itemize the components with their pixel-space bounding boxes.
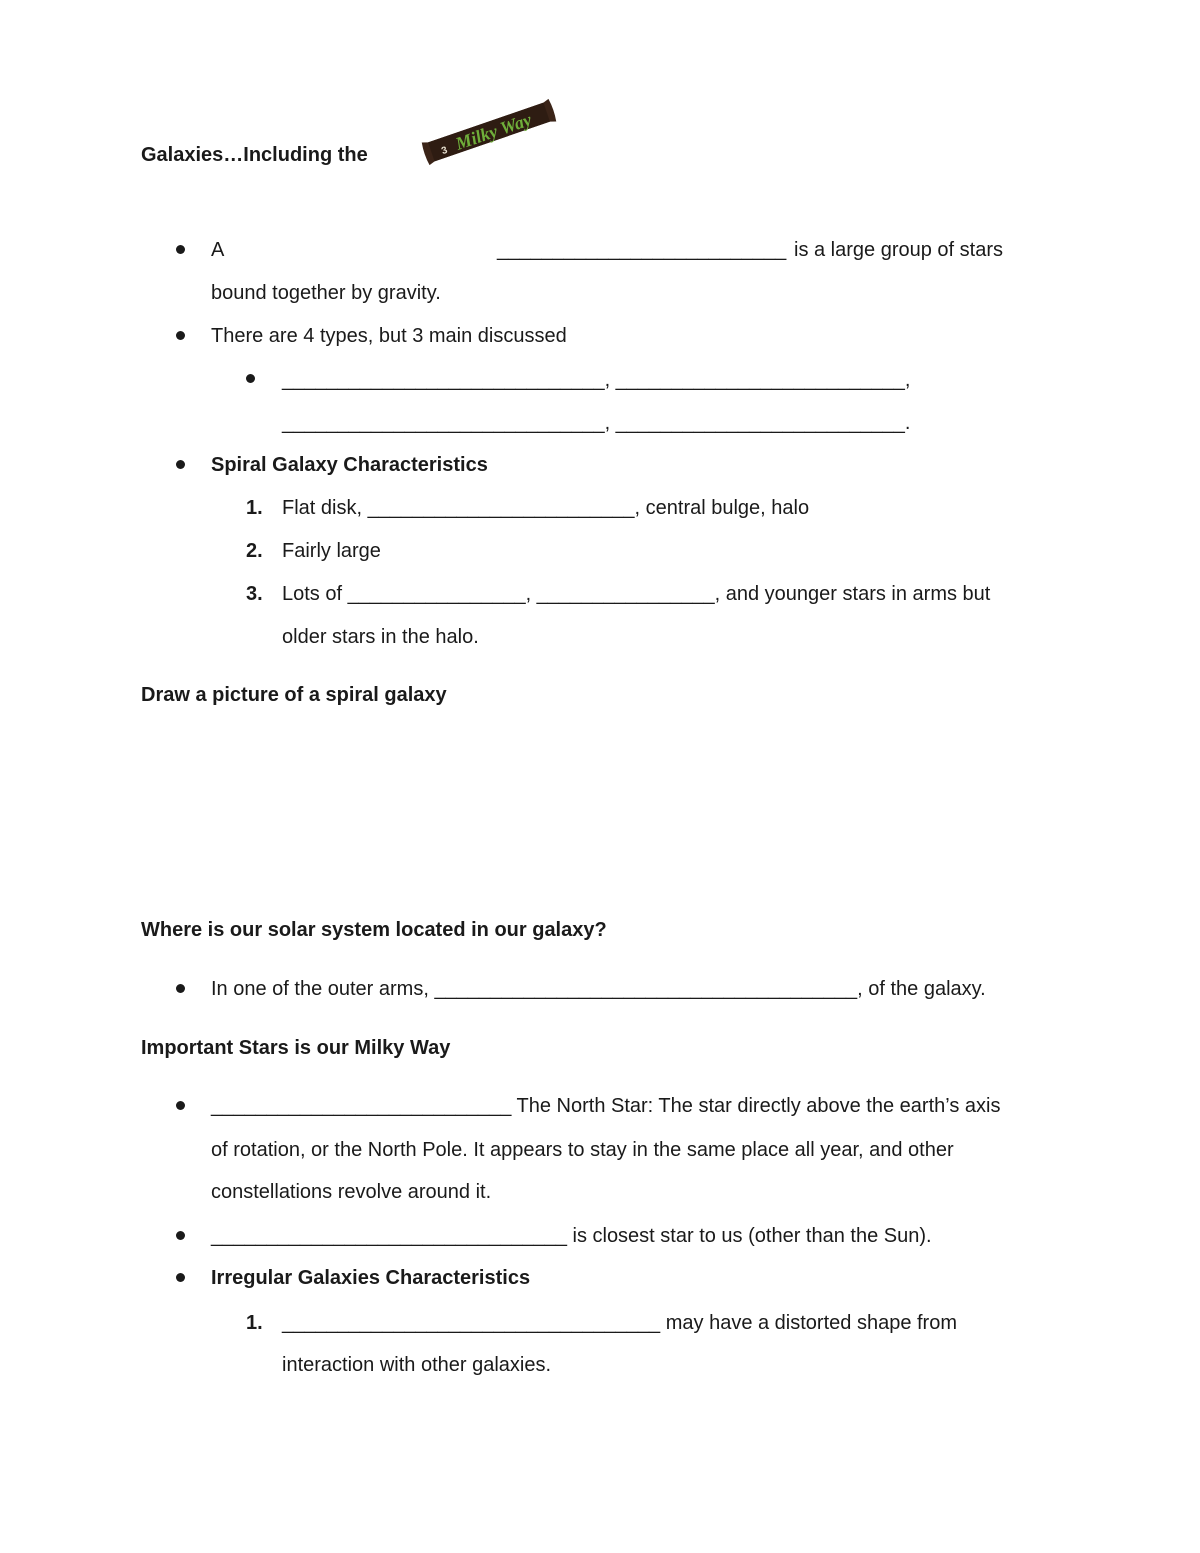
bullet-icon bbox=[176, 460, 185, 469]
list-number: 2. bbox=[246, 540, 263, 562]
spiral-characteristics-heading: Spiral Galaxy Characteristics bbox=[211, 454, 488, 476]
candy-logo-text: Milky Way bbox=[452, 109, 535, 154]
galaxy-types-blanks-line-1: _____________________________, __________________________, bbox=[282, 369, 911, 391]
galaxy-types-text: There are 4 types, but 3 main discussed bbox=[211, 325, 567, 347]
draw-spiral-heading: Draw a picture of a spiral galaxy bbox=[141, 684, 447, 706]
spiral-item-1: Flat disk, ________________________, central bulge, halo bbox=[282, 497, 810, 519]
definition-start: A bbox=[211, 239, 225, 261]
definition-continuation: bound together by gravity. bbox=[211, 282, 441, 304]
list-number: 1. bbox=[246, 497, 263, 519]
sub-bullet-icon bbox=[246, 374, 255, 383]
important-stars-heading: Important Stars is our Milky Way bbox=[141, 1037, 451, 1059]
bullet-icon bbox=[176, 1231, 185, 1240]
bullet-icon bbox=[176, 1101, 185, 1110]
spiral-item-2: Fairly large bbox=[282, 540, 381, 562]
closest-star-text: ________________________________ is closest star to us (other than the Sun). bbox=[211, 1225, 932, 1247]
irregular-characteristics-heading: Irregular Galaxies Characteristics bbox=[211, 1267, 531, 1289]
galaxy-types-blanks-line-2: _____________________________, __________________________. bbox=[282, 412, 911, 434]
irregular-item-1-continuation: interaction with other galaxies. bbox=[282, 1354, 552, 1376]
bullet-icon bbox=[176, 1273, 185, 1282]
north-star-line-1: ___________________________ The North Star: The star directly above the earth’s axis bbox=[211, 1095, 1001, 1117]
spiral-item-3-continuation: older stars in the halo. bbox=[282, 626, 479, 648]
definition-blank: __________________________ bbox=[497, 239, 787, 261]
irregular-item-1: __________________________________ may have a distorted shape from bbox=[282, 1312, 957, 1334]
solar-system-bullet: In one of the outer arms, ______________________________________, of the galaxy. bbox=[211, 978, 986, 1000]
list-number: 1. bbox=[246, 1312, 263, 1334]
candy-logo-small-text: 3 bbox=[440, 144, 449, 158]
bullet-icon bbox=[176, 245, 185, 254]
milky-way-candy-bar-logo bbox=[417, 91, 561, 174]
north-star-line-3: constellations revolve around it. bbox=[211, 1181, 492, 1203]
bullet-icon bbox=[176, 984, 185, 993]
page-title: Galaxies…Including the bbox=[141, 144, 368, 166]
definition-end: is a large group of stars bbox=[794, 239, 1003, 261]
bullet-icon bbox=[176, 331, 185, 340]
spiral-item-3: Lots of ________________, ________________, and younger stars in arms but bbox=[282, 583, 991, 605]
list-number: 3. bbox=[246, 583, 263, 605]
north-star-line-2: of rotation, or the North Pole. It appears to stay in the same place all year, and other bbox=[211, 1139, 954, 1161]
solar-system-heading: Where is our solar system located in our galaxy? bbox=[141, 919, 607, 941]
